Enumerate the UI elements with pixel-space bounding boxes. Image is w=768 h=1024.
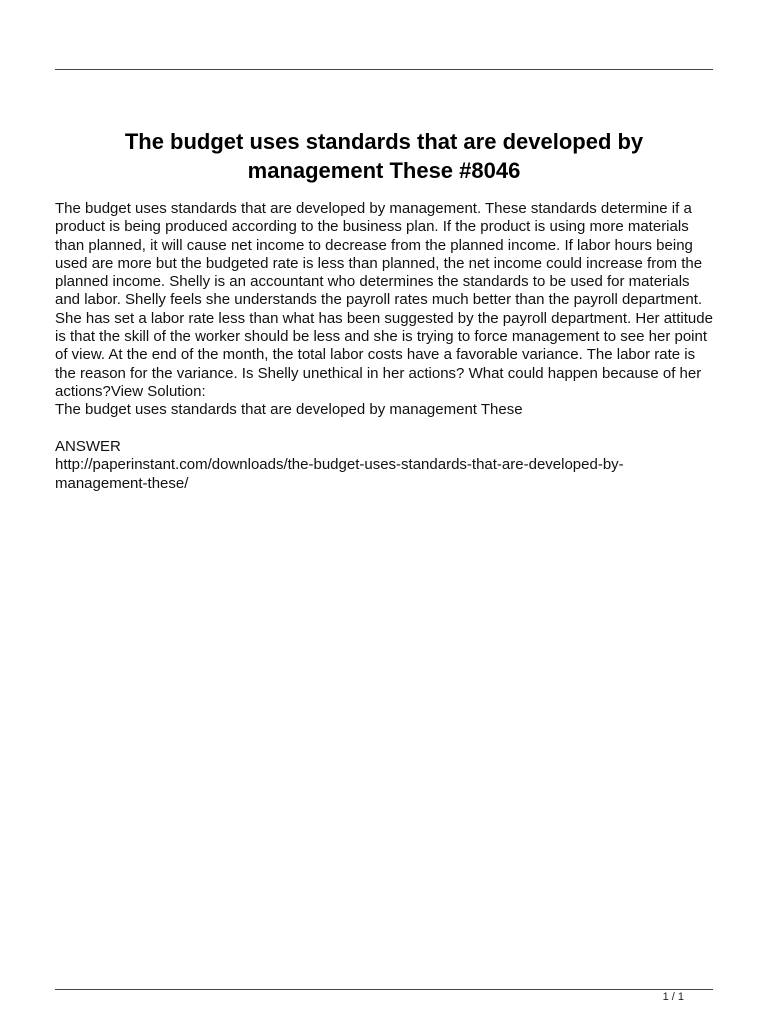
document-body [55,200,717,420]
title-line-2: management These #8046 [247,158,521,183]
bottom-divider [55,989,713,990]
answer-label: ANSWER [55,438,121,455]
body-paragraph: The budget uses standards that are developed by management. These standards determine if a product is being produced according to the business plan. If the product is using more materials than planned, it will cause net income to decrease from the planned income. If labor hours being used are more but the budgeted rate is less than planned, the net income could increase from the planned income. Shelly is an accountant who determines the standards to be used for materials and labor. Shelly feels she understands the payroll rates much better than the payroll department. She has set a labor rate less than what has been suggested by the payroll department. Her attitude is that the skill of the worker should be less and she is trying to force management to see her point of view. At the end of the month, the total labor costs have a favorable variance. The labor rate is the reason for the variance. Is Shelly unethical in her actions? What could happen because of her actions?View Solution: [55,200,713,400]
title-line-1: The budget uses standards that are developed by [124,129,644,154]
answer-link[interactable] [55,456,624,491]
answer-section [55,438,717,493]
answer-url-line-1: http://paperinstant.com/downloads/the-budget-uses-standards-that-are-developed-by- [55,456,624,474]
repeat-title: The budget uses standards that are developed by management These [55,401,523,419]
page-number: 1 / 1 [662,991,684,1003]
answer-url-line-2: management-these/ [55,474,189,492]
document-title [55,127,713,185]
top-divider [55,69,713,70]
